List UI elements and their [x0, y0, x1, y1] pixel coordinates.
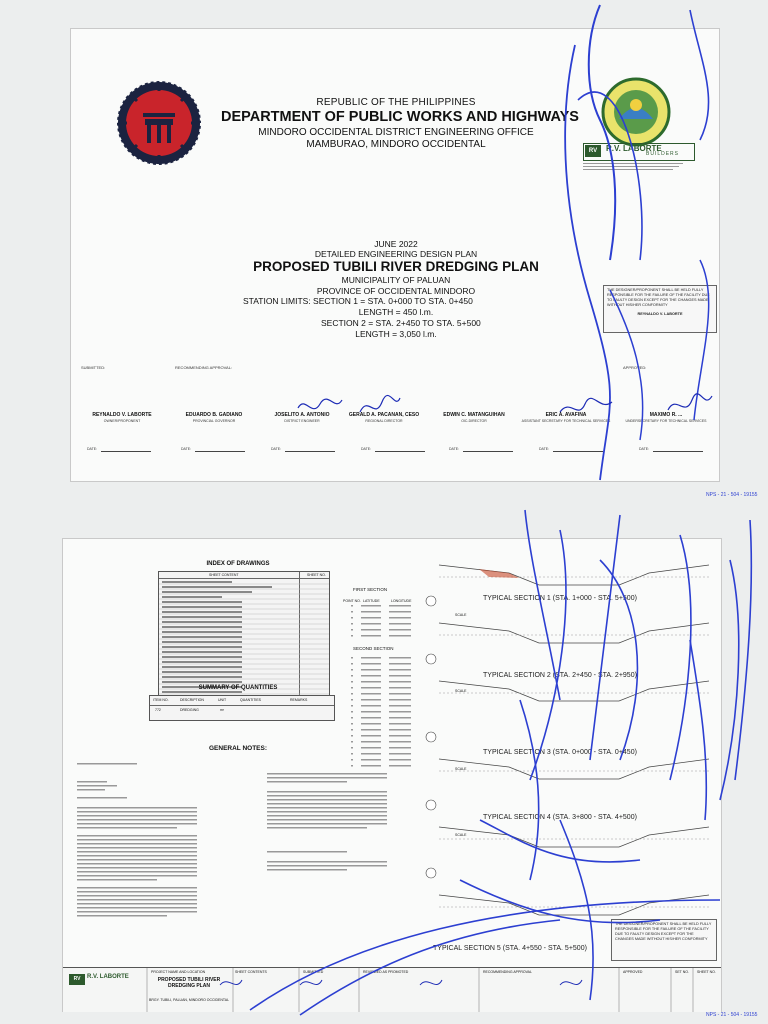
- plan-type: DETAILED ENGINEERING DESIGN PLAN: [314, 249, 478, 259]
- republic-text: REPUBLIC OF THE PHILIPPINES: [316, 97, 476, 108]
- coords-second-title: SECOND SECTION: [353, 646, 394, 651]
- col-set-no: SET NO.: [675, 970, 689, 974]
- col-project-name: PROJECT NAME AND LOCATION: [151, 970, 206, 974]
- municipality: MUNICIPALITY OF PALUAN: [341, 275, 451, 285]
- signatory-role: REGIONAL DIRECTOR: [365, 419, 403, 423]
- coords-header-point: POINT NO.: [343, 599, 361, 603]
- date-label: DATE:: [361, 447, 372, 451]
- qty-header-description: DESCRIPTION: [180, 698, 204, 702]
- title-block-location: BRGY. TUBILI, PALUAN, MINDORO OCCIDENTAL: [149, 998, 230, 1002]
- date-label: DATE:: [271, 447, 282, 451]
- recommending-label: RECOMMENDING APPROVAL:: [175, 365, 233, 370]
- signatory-name: EDUARDO B. GADIANO: [185, 412, 243, 418]
- signatory-role: PROVINCIAL GOVERNOR: [192, 419, 236, 423]
- qty-header-remarks: REMARKS: [290, 698, 308, 702]
- signatory-role: ASSISTANT SECRETARY FOR TECHNICAL SERVICES: [521, 419, 611, 423]
- coords-first-title: FIRST SECTION: [353, 587, 388, 592]
- qty-header-quantities: QUANTITIES: [240, 698, 262, 702]
- office-text: MINDORO OCCIDENTAL DISTRICT ENGINEERING OFFICE: [258, 127, 534, 138]
- project-title: PROPOSED TUBILI RIVER DREDGING PLAN: [253, 259, 539, 274]
- signatory-name: EDWIN C. MATANGUIHAN: [443, 412, 505, 418]
- scale-label: SCALE: [455, 767, 467, 771]
- col-submitted: SUBMITTED: [303, 970, 324, 974]
- title-block-contractor: R.V. LABORTE: [87, 974, 129, 980]
- qty-header-unit: UNIT: [218, 698, 227, 702]
- index-header-content: SHEET CONTENT: [209, 573, 239, 577]
- contractor-logo: RV R.V. LABORTE BUILDERS: [583, 143, 695, 161]
- scale-label: SCALE: [455, 833, 467, 837]
- signatory-role: OWNER/PROPONENT: [103, 419, 141, 423]
- contractor-name: R.V. LABORTE: [606, 144, 662, 153]
- note-signer: REYNALDO V. LABORTE: [637, 312, 683, 316]
- title-block-logo-icon: RV: [69, 974, 85, 985]
- station-length2: LENGTH = 3,050 l.m.: [355, 329, 437, 339]
- office-location: MAMBURAO, MINDORO OCCIDENTAL: [306, 139, 486, 150]
- signatory-name: REYNALDO V. LABORTE: [92, 412, 152, 418]
- quantities-title: SUMMARY OF QUANTITIES: [198, 685, 278, 691]
- province: PROVINCE OF OCCIDENTAL MINDORO: [316, 286, 476, 296]
- section-title-3: TYPICAL SECTION 3 (STA. 0+000 - STA. 0+450): [483, 749, 637, 756]
- station-length1: LENGTH = 450 l.m.: [358, 307, 434, 317]
- approved-label: APPROVED:: [623, 365, 647, 370]
- signatory-name: ERIC A. AVAFINA: [545, 412, 587, 418]
- scale-label: SCALE: [455, 613, 467, 617]
- station-limits-line1: STATION LIMITS: SECTION 1 = STA. 0+000 TO STA. 0+450: [243, 296, 473, 306]
- coords-header-lat: LATITUDE: [363, 599, 380, 603]
- contractor-subname: BUILDERS: [646, 151, 680, 157]
- col-sheet-no: SHEET NO.: [697, 970, 716, 974]
- section-title-4: TYPICAL SECTION 4 (STA. 3+800 - STA. 4+500): [483, 814, 637, 821]
- coords-header-long: LONGITUDE: [391, 599, 412, 603]
- responsibility-note-text: THE DESIGNER/PROPONENT SHALL BE HELD FULLY RESPONSIBLE FOR THE FAILURE OF THE FACILITY DUE TO FAULTY DESIGN EXCEPT FOR THE CHANGES MADE WITHOUT HIS/HER CONFORMITY: [607, 288, 710, 307]
- signatory-name: JOSELITO A. ANTONIO: [274, 412, 330, 418]
- date-label: DATE:: [639, 447, 650, 451]
- index-title: INDEX OF DRAWINGS: [206, 561, 270, 567]
- signatory-name: GERALD A. PACANAN, CESO: [348, 412, 420, 418]
- designer-note-text: THE DESIGNER/PROPONENT SHALL BE HELD FULLY RESPONSIBLE FOR THE FAILURE OF THE FACILITY DUE TO FAULTY DESIGN EXCEPT FOR THE CHANGES MADE WITHOUT HIS/HER CONFORMITY: [615, 922, 712, 941]
- col-reviewed: REVIEWED AS PROMOTED: [363, 970, 409, 974]
- title-block-project: PROPOSED TUBILI RIVER DREDGING PLAN: [157, 977, 221, 989]
- qty-item-no: 772: [155, 708, 161, 712]
- qty-description: DREDGING: [180, 708, 199, 712]
- index-header-sheet: SHEET NO.: [307, 573, 326, 577]
- date-label: DATE:: [181, 447, 192, 451]
- date-label: DATE:: [449, 447, 460, 451]
- qty-header-item: ITEM NO.: [153, 698, 169, 702]
- project-date: JUNE 2022: [374, 239, 418, 249]
- station-limits-line2: SECTION 2 = STA. 2+450 TO STA. 5+500: [321, 318, 481, 328]
- signatory-role: DISTRICT ENGINEER: [284, 419, 320, 423]
- section-title-5: TYPICAL SECTION 5 (STA. 4+550 - STA. 5+500): [433, 945, 587, 952]
- signatory-name: MAXIMO R. ...: [649, 412, 683, 418]
- stamp-number: NPS - 21 - 504 - 19155: [706, 492, 758, 498]
- qty-unit: m³: [220, 708, 225, 712]
- general-notes-title: GENERAL NOTES:: [208, 745, 268, 752]
- section-title-2: TYPICAL SECTION 2 (STA. 2+450 - STA. 2+950): [483, 672, 637, 679]
- department-title: DEPARTMENT OF PUBLIC WORKS AND HIGHWAYS: [221, 109, 579, 125]
- signatory-role: OIC-DIRECTOR: [461, 419, 487, 423]
- section-title-1: TYPICAL SECTION 1 (STA. 1+000 - STA. 5+500): [483, 595, 637, 602]
- date-label: DATE:: [539, 447, 550, 451]
- submitted-label: SUBMITTED:: [81, 365, 106, 370]
- scale-label: SCALE: [455, 689, 467, 693]
- date-label: DATE:: [87, 447, 98, 451]
- col-approved: APPROVED: [623, 970, 643, 974]
- col-recommending: RECOMMENDING APPROVAL: [483, 970, 532, 974]
- stamp-number-bottom: NPS - 21 - 504 - 19155: [706, 1012, 758, 1018]
- signatory-role: UNDERSECRETARY FOR TECHNICAL SERVICES: [625, 419, 707, 423]
- col-sheet-contents: SHEET CONTENTS: [235, 970, 267, 974]
